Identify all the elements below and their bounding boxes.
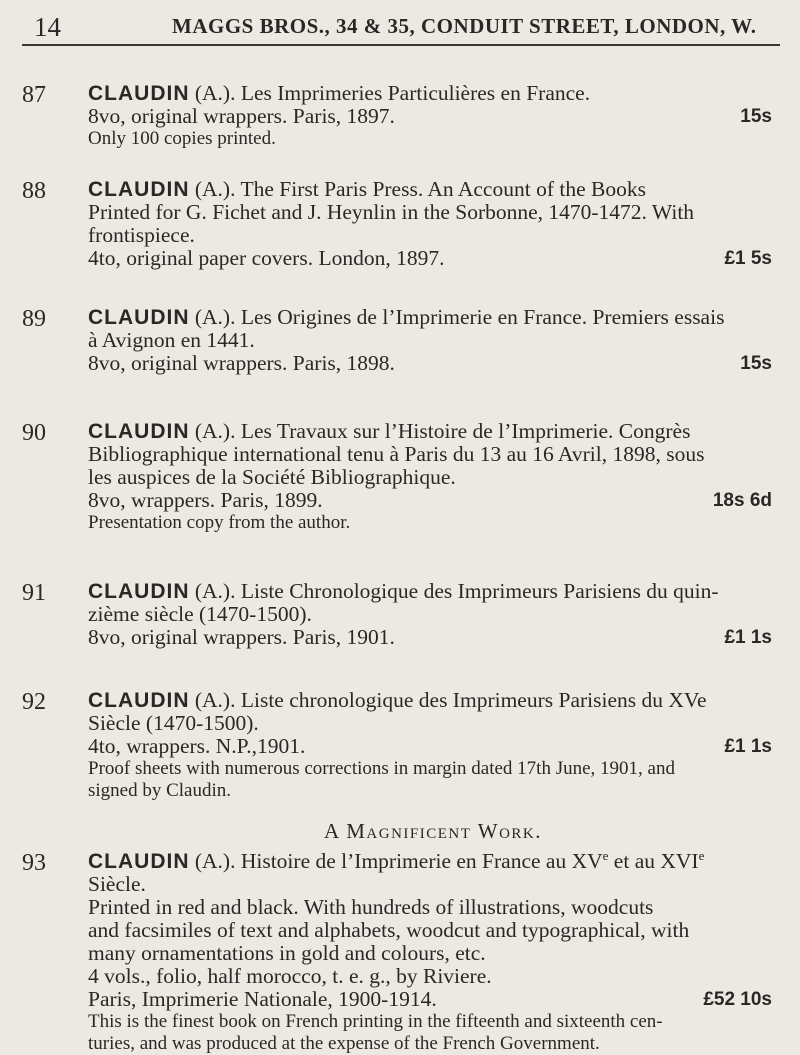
entry-author: CLAUDIN [88, 306, 190, 329]
entry-price: £52 10s [703, 989, 772, 1010]
running-head: MAGGS BROS., 34 & 35, CONDUIT STREET, LONDON, W. [172, 14, 757, 38]
catalogue-entry-93 [22, 847, 772, 1055]
entry-title-cont: Printed for G. Fichet and J. Heynlin in the Sorbonne, 1470-1472. With [88, 200, 695, 224]
section-heading: A Magnificent Work. [323, 819, 543, 843]
entry-author: CLAUDIN [88, 82, 190, 105]
entry-price: £1 1s [724, 736, 772, 757]
catalogue-entry-87 [22, 82, 772, 150]
entry-author: CLAUDIN [88, 178, 190, 201]
entry-imprint: Paris, Imprimerie Nationale, 1900-1914. [88, 987, 437, 1011]
entry-title-cont: Siècle. [88, 872, 146, 896]
entry-title: (A.). Les Origines de l’Imprimerie en France. Premiers essais [194, 305, 725, 329]
catalogue-entry-92 [22, 689, 772, 802]
catalogue-entry-88 [22, 178, 772, 270]
catalogue-entry-91 [22, 580, 772, 649]
entry-author: CLAUDIN [88, 420, 190, 443]
entry-title: (A.). Les Imprimeries Particulières en France. [194, 81, 591, 105]
entry-number: 91 [22, 580, 46, 606]
entry-title-cont: les auspices de la Société Bibliographique. [88, 465, 456, 489]
entry-title: (A.). Liste chronologique des Imprimeurs Parisiens du XVe [194, 688, 707, 712]
entry-number: 89 [22, 306, 46, 332]
entry-price: 18s 6d [712, 490, 772, 511]
entry-price: 15s [740, 353, 772, 374]
catalogue-entry-90 [22, 420, 772, 534]
entry-title-cont: à Avignon en 1441. [88, 328, 255, 352]
entry-number: 93 [22, 850, 46, 876]
entry-note: This is the finest book on French printing in the fifteenth and sixteenth cen- [88, 1011, 663, 1032]
entry-number: 88 [22, 178, 46, 204]
entry-imprint: 4to, wrappers. N.P.,1901. [88, 734, 306, 758]
entry-title-cont: zième siècle (1470-1500). [88, 602, 312, 626]
entry-title: (A.). Liste Chronologique des Imprimeurs Parisiens du quin- [194, 579, 719, 603]
entry-imprint: 8vo, original wrappers. Paris, 1898. [88, 351, 395, 375]
entry-note: Presentation copy from the author. [88, 512, 351, 533]
entry-author: CLAUDIN [88, 689, 190, 712]
entry-price: £1 1s [724, 627, 772, 648]
entry-description: Printed in red and black. With hundreds of illustrations, woodcuts [88, 895, 654, 919]
entry-note: Proof sheets with numerous corrections in margin dated 17th June, 1901, and [88, 758, 675, 779]
entry-author: CLAUDIN [88, 580, 190, 603]
entry-author: CLAUDIN [88, 850, 190, 873]
entry-number: 90 [22, 420, 46, 446]
entry-number: 92 [22, 689, 46, 715]
entry-price: 15s [740, 106, 772, 127]
entry-title: (A.). Histoire de l’Imprimerie en France au XV [194, 849, 603, 873]
entry-note-cont: signed by Claudin. [88, 780, 232, 801]
page-header [22, 8, 780, 46]
entry-imprint: 8vo, original wrappers. Paris, 1897. [88, 104, 395, 128]
superscript: e [602, 847, 609, 863]
entry-note-cont: turies, and was produced at the expense of the French Government. [88, 1033, 600, 1054]
catalogue-entry-89 [22, 306, 772, 375]
entry-title: (A.). The First Paris Press. An Account of the Books [194, 177, 646, 201]
page-number: 14 [34, 12, 61, 42]
entry-note: Only 100 copies printed. [88, 128, 276, 149]
entry-description: and facsimiles of text and alphabets, woodcut and typographical, with [88, 918, 690, 942]
entry-price: £1 5s [724, 248, 772, 269]
entry-number: 87 [22, 82, 46, 108]
entry-imprint: 8vo, original wrappers. Paris, 1901. [88, 625, 395, 649]
superscript: e [698, 847, 705, 863]
entry-description: many ornamentations in gold and colours, etc. [88, 941, 486, 965]
entry-title-cont: Bibliographique international tenu à Paris du 13 au 16 Avril, 1898, sous [88, 442, 705, 466]
entry-description: 4 vols., folio, half morocco, t. e. g., by Riviere. [88, 964, 492, 988]
entry-title: (A.). Les Travaux sur l’Histoire de l’Imprimerie. Congrès [194, 419, 691, 443]
entry-title-b: et au XVI [608, 849, 699, 873]
entry-imprint: 8vo, wrappers. Paris, 1899. [88, 488, 323, 512]
entry-title-cont: Siècle (1470-1500). [88, 711, 259, 735]
entry-imprint: 4to, original paper covers. London, 1897. [88, 246, 445, 270]
entry-title-cont: frontispiece. [88, 223, 195, 247]
